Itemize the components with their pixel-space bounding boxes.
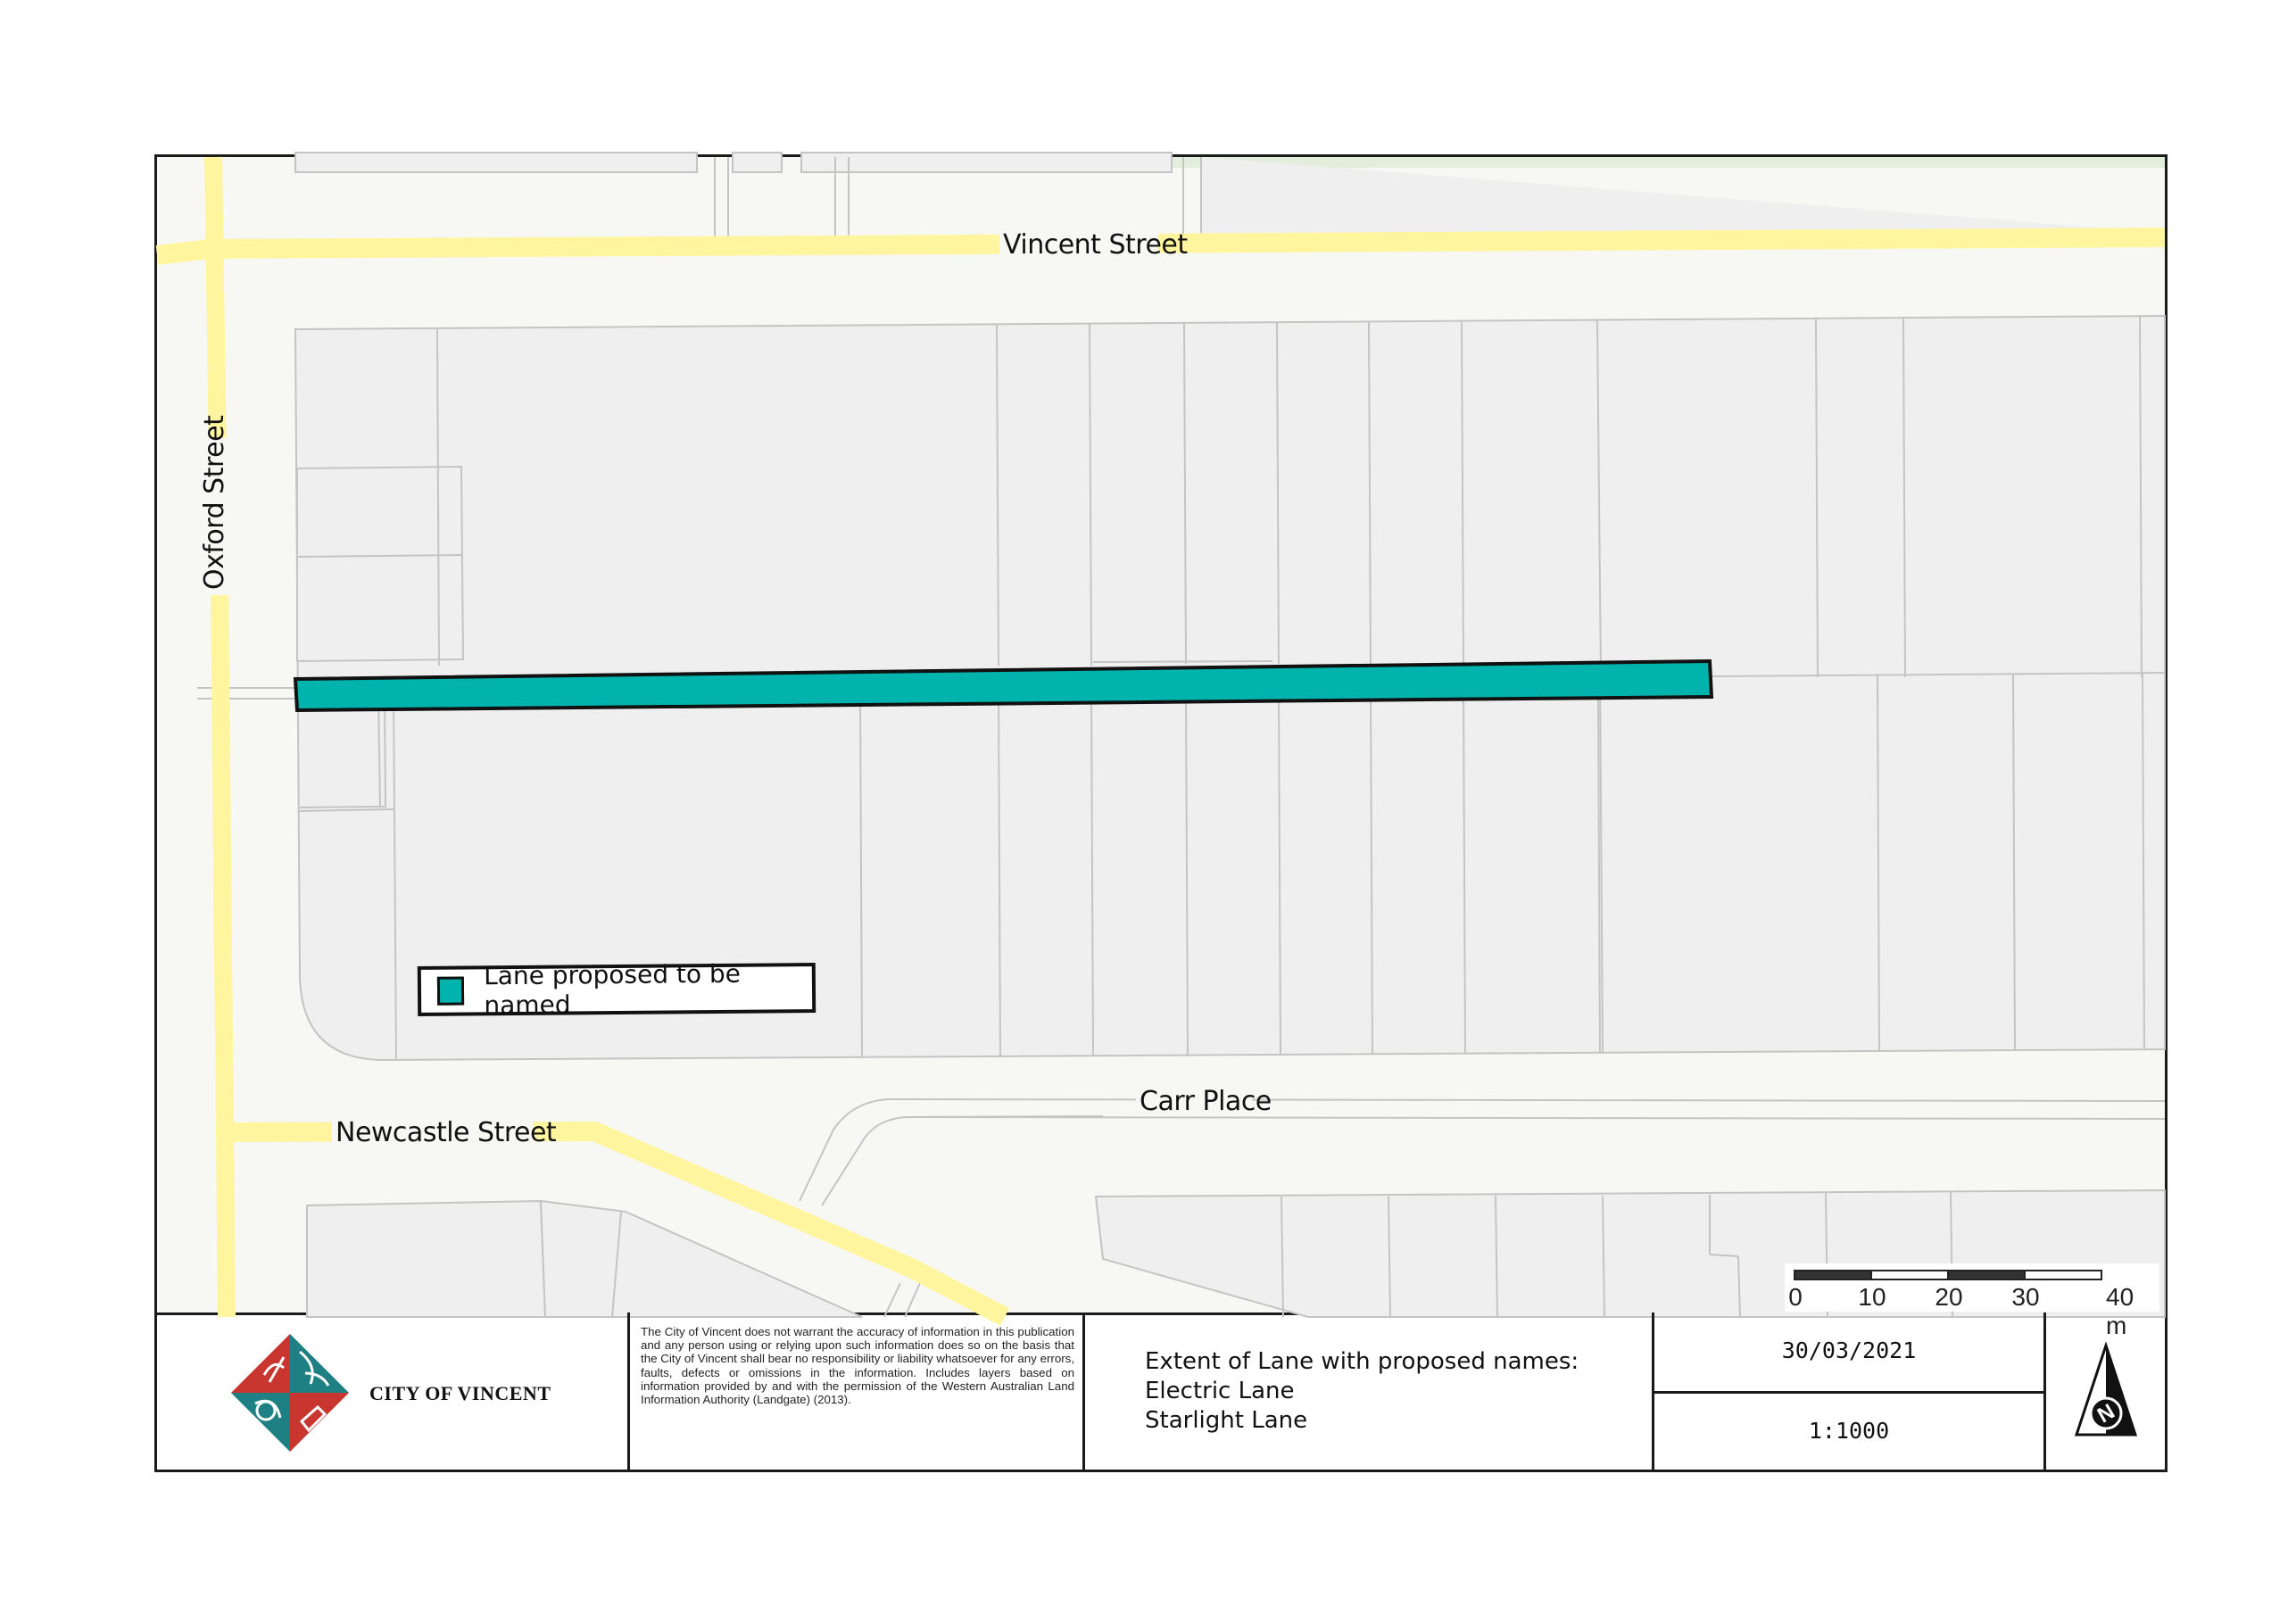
scale-tick-40: 40 m bbox=[2106, 1283, 2134, 1339]
scale-segment-1 bbox=[1794, 1270, 1872, 1280]
disclaimer-cell bbox=[627, 1312, 1085, 1470]
map-sheet bbox=[154, 154, 2168, 1472]
north-arrow-cell bbox=[2046, 1312, 2165, 1470]
map-title-line-3: Starlight Lane bbox=[1145, 1407, 1308, 1434]
oxford-street-text: Oxford Street bbox=[199, 415, 230, 590]
map-scale: 1:1000 bbox=[1808, 1418, 1890, 1444]
scale-segment-4 bbox=[2024, 1270, 2102, 1280]
scale-tick-0: 0 bbox=[1788, 1283, 1803, 1311]
map-title-line-1: Extent of Lane with proposed names: bbox=[1145, 1348, 1579, 1375]
map-frame[interactable] bbox=[157, 157, 2165, 1339]
legend-label: Lane proposed to be named bbox=[483, 958, 742, 1021]
organisation-name: CITY OF VINCENT bbox=[369, 1382, 551, 1404]
scale-tick-20: 20 bbox=[1935, 1283, 1963, 1311]
legend-swatch bbox=[437, 976, 465, 1005]
oxford-street-label bbox=[198, 415, 230, 595]
map-canvas[interactable] bbox=[157, 157, 2165, 1312]
vincent-street-label bbox=[999, 228, 1188, 261]
north-arrow-icon bbox=[2075, 1344, 2137, 1442]
disclaimer-text: The City of Vincent does not warrant the accuracy of information in this publication and any person using or relying upon such information does so on the basis that the City of Vincent shall bear no responsibility or liability whatsoever for any errors, faults, defects or omissions in the information. Includes layers based on information provided by and with the permission of the Western Australian Land Information Authority (Landgate) (2013). bbox=[641, 1325, 1074, 1407]
scale-segment-2 bbox=[1870, 1270, 1949, 1280]
newcastle-street-label bbox=[332, 1117, 557, 1148]
north-letter: N bbox=[2093, 1399, 2119, 1428]
map-title-line-2: Electric Lane bbox=[1145, 1378, 1295, 1404]
title-block bbox=[157, 1312, 2165, 1470]
scale-segment-3 bbox=[1947, 1270, 2026, 1280]
date-scale-cell bbox=[1652, 1312, 2046, 1470]
newcastle-street-text: Newcastle Street bbox=[336, 1117, 557, 1148]
map-legend bbox=[418, 958, 816, 1021]
map-title-cell bbox=[1085, 1312, 1652, 1470]
scale-bar bbox=[1785, 1263, 2159, 1339]
map-date: 30/03/2021 bbox=[1781, 1337, 1917, 1363]
logo-cell bbox=[157, 1312, 627, 1470]
date-divider bbox=[1654, 1391, 2043, 1394]
carr-place-label bbox=[1136, 1085, 1272, 1117]
scale-tick-10: 10 bbox=[1858, 1283, 1886, 1311]
carr-place-text: Carr Place bbox=[1140, 1086, 1272, 1117]
city-of-vincent-logo-icon bbox=[228, 1332, 352, 1453]
vincent-street-text: Vincent Street bbox=[1003, 229, 1188, 261]
scale-tick-30: 30 bbox=[2011, 1283, 2040, 1311]
